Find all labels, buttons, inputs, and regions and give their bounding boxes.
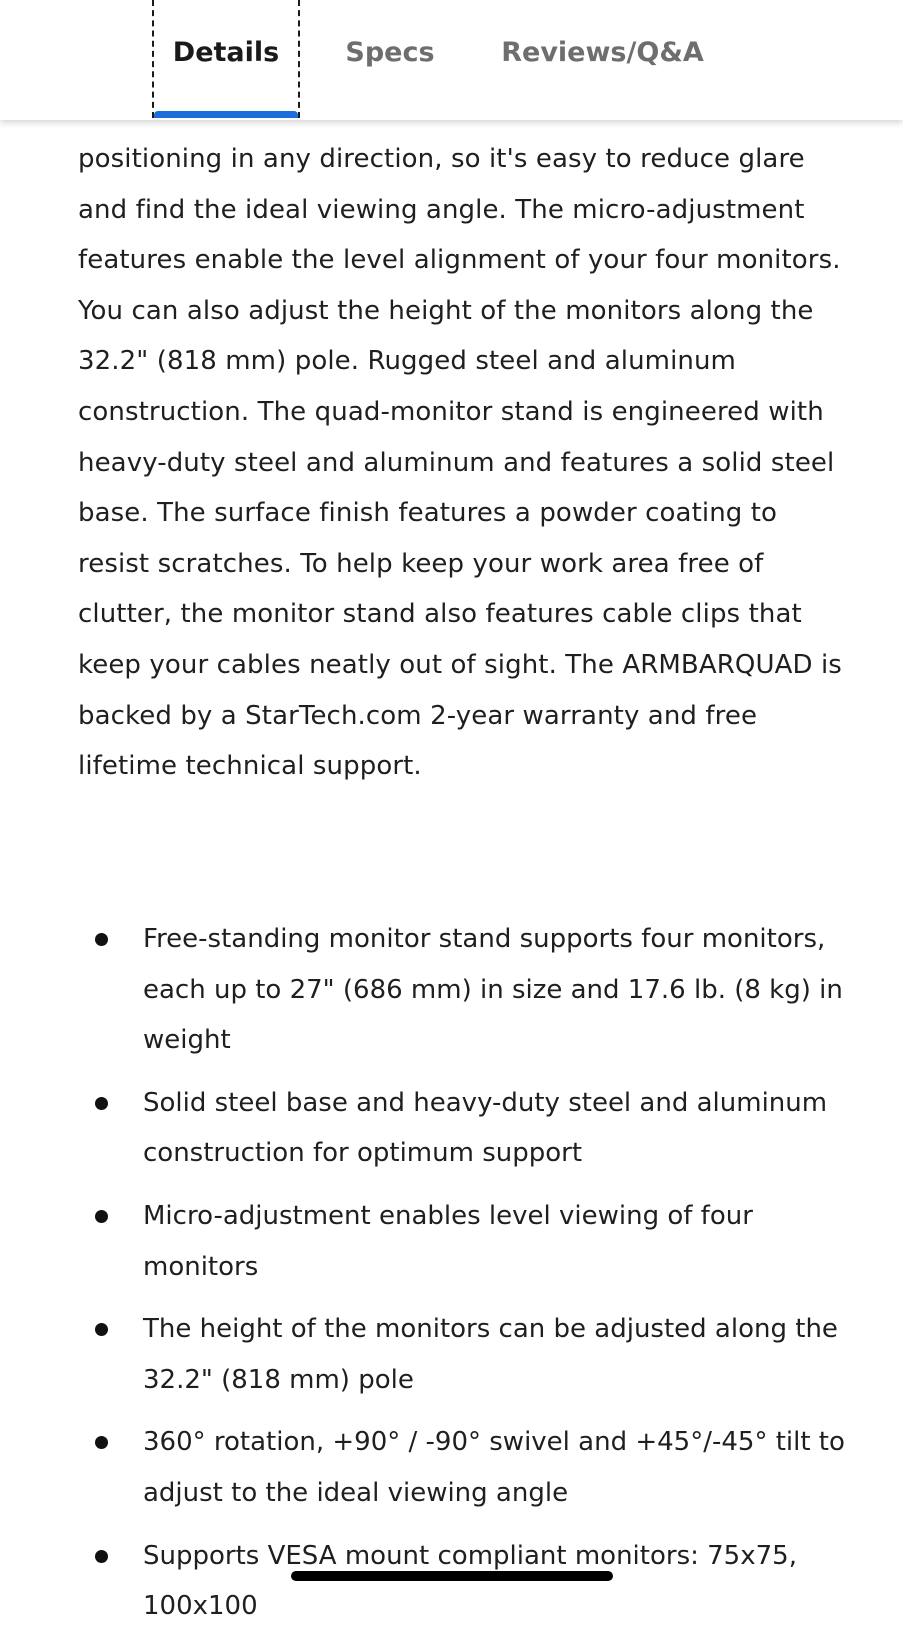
feature-text: Free-standing monitor stand supports four monitors, each up to 27" (686 mm) in size and 17.6 lb. (8 kg) in weight [143,924,843,1056]
feature-text: Solid steel base and heavy-duty steel and aluminum construction for optimum support [143,1087,828,1169]
feature-text: Supports VESA mount compliant monitors: 75x75, 100x100 [143,1540,797,1622]
bullet-icon [95,1097,108,1110]
tab-details[interactable] [152,0,300,118]
active-tab-indicator [154,111,298,118]
tab-specs[interactable] [330,0,450,118]
bullet-icon [95,1323,108,1336]
product-description: positioning in any direction, so it's easy to reduce glare and find the ideal viewing angle. The micro-adjustment features enable the level alignment of your four monitors. You can also adjust the height of the monitors along the 32.2" (818 mm) pole. Rugged steel and aluminum construction. The quad-monitor stand is engineered with heavy-duty steel and aluminum and features a solid steel base. The surface finish features a powder coating to resist scratches. To help keep your work area free of clutter, the monitor stand also features cable clips that keep your cables neatly out of sight. The ARMBARQUAD is backed by a StarTech.com 2-year warranty and free lifetime technical support. [78,144,842,782]
feature-text: Micro-adjustment enables level viewing of four monitors [143,1200,753,1282]
feature-item [0,1191,903,1292]
feature-item [0,1417,903,1518]
feature-item [0,1078,903,1179]
tab-reviews[interactable] [495,0,710,118]
feature-text: 360° rotation, +90° / -90° swivel and +45°/-45° tilt to adjust to the ideal viewing angle [143,1427,845,1508]
feature-item [0,1531,903,1632]
tab-details-label: Details [172,37,280,68]
feature-item [0,914,903,1066]
tab-bar [0,0,903,120]
tab-reviews-label: Reviews/Q&A [501,37,704,68]
tab-specs-label: Specs [345,37,435,68]
bullet-icon [95,1436,108,1449]
feature-list [0,914,903,1644]
feature-item [0,1304,903,1405]
home-indicator[interactable] [291,1571,613,1581]
bullet-icon [95,1550,108,1563]
bullet-icon [95,1210,108,1223]
bullet-icon [95,933,108,946]
feature-text: The height of the monitors can be adjusted along the 32.2" (818 mm) pole [143,1314,838,1395]
